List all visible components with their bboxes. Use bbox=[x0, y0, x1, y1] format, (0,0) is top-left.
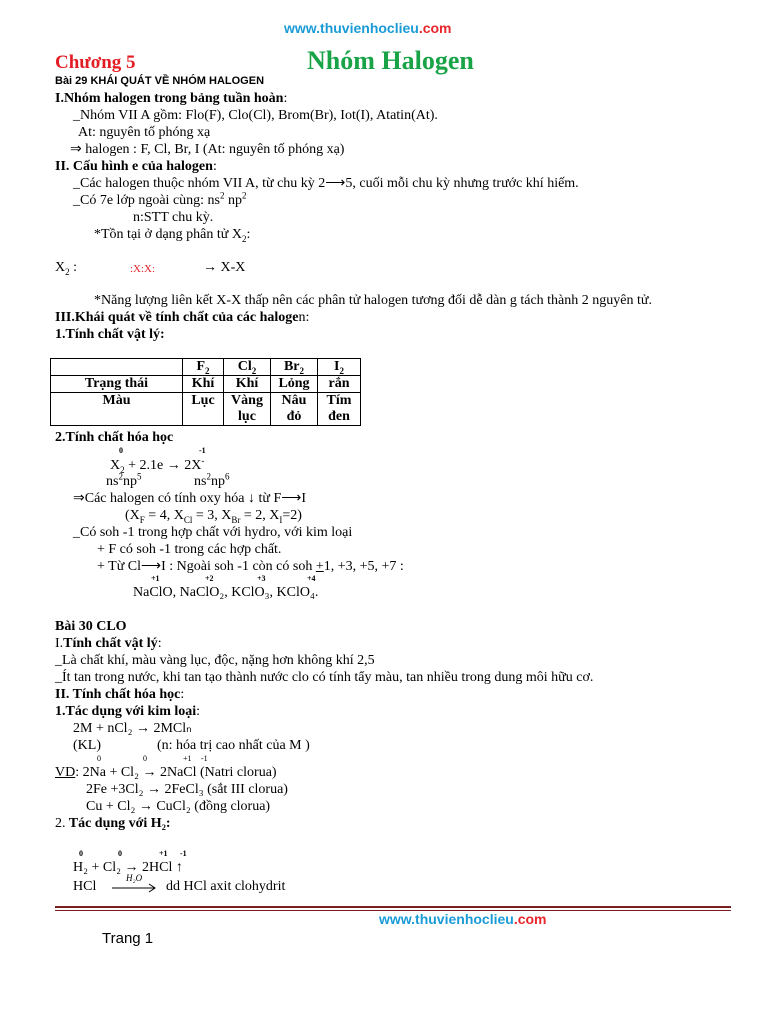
footer-website[interactable] bbox=[379, 911, 547, 927]
l30-example-2: 2Fe +3Cl₂ → 2FeCl₃ (sắt III clorua) bbox=[86, 782, 288, 797]
soh3-plusminus: + bbox=[315, 559, 324, 574]
th-i-sub: 2 bbox=[339, 365, 344, 376]
l30-m1c: : bbox=[196, 704, 201, 719]
eq1-sub: 2 bbox=[120, 464, 125, 475]
s2-line-2b: np bbox=[224, 193, 242, 208]
soh3-b: 1, +3, +5, +7 : bbox=[323, 559, 404, 574]
ox-state-0: 0 bbox=[119, 446, 123, 455]
en-e: =2) bbox=[282, 508, 302, 523]
cell-color-br2-top: Nâu bbox=[281, 393, 307, 408]
l30-p2c: : bbox=[180, 687, 185, 702]
s2-line-2a: _Có 7e lớp ngoài cùng: ns bbox=[73, 193, 220, 208]
ox-plus4: +4 bbox=[307, 574, 316, 583]
chapter-label: Chương 5 bbox=[55, 52, 136, 73]
s1-line-3: ⇒ halogen : F, Cl, Br, I (At: nguyên tố phóng xạ) bbox=[70, 142, 345, 157]
row-label-color: Màu bbox=[51, 393, 183, 426]
s2-line-1: _Các halogen thuộc nhóm VII A, từ chu kỳ 2⟶5, cuối mỗi chu kỳ nhưng trước khí hiếm. bbox=[73, 176, 579, 191]
cell-color-i2-top: Tím bbox=[326, 393, 352, 408]
ns1-sup2: 5 bbox=[136, 471, 142, 482]
physical-props-heading: 1.Tính chất vật lý: bbox=[55, 327, 165, 342]
en-cl-sub: Cl bbox=[183, 514, 193, 525]
en-br-sub: Br bbox=[231, 514, 241, 525]
l30-p2: II. Tính chất hóa học bbox=[55, 687, 181, 702]
header-url-main: www.thuvienhoclieu bbox=[284, 20, 419, 36]
eq1-b: + 2.1e → 2X bbox=[124, 458, 202, 473]
l30-m2: Tác dụng với H₂: bbox=[65, 816, 171, 831]
l30-h-ox-0a: 0 bbox=[79, 849, 83, 858]
lewis-structure: :X:X: bbox=[130, 263, 156, 275]
th-br: Br bbox=[283, 359, 300, 374]
chemical-props-heading: 2.Tính chất hóa học bbox=[55, 430, 174, 445]
oxidizing-trend: ⇒Các halogen có tính oxy hóa ↓ từ F⟶I bbox=[73, 491, 307, 506]
cell-color-f2-top: Lục bbox=[191, 393, 215, 408]
ox-plus3: +3 bbox=[257, 574, 266, 583]
cell-state-i2: rắn bbox=[318, 376, 361, 393]
table-header-f2 bbox=[183, 359, 224, 376]
header-website[interactable] bbox=[284, 20, 452, 36]
halogen-properties-table bbox=[50, 358, 361, 426]
section-1-heading bbox=[55, 90, 287, 107]
l30-vd-label: VD bbox=[55, 765, 76, 780]
section-3-heading-a: III.Khái quát về tính chất của các haloge bbox=[55, 310, 299, 325]
en-b: = 4, X bbox=[144, 508, 184, 523]
cell-color-i2 bbox=[318, 393, 361, 426]
en-d: = 2, X bbox=[240, 508, 280, 523]
l30-hcl-solution: dd HCl axit clohydrit bbox=[166, 879, 286, 894]
l30-ox-0a: 0 bbox=[97, 754, 101, 763]
ns1-a: ns bbox=[106, 474, 119, 489]
eq1-a: X bbox=[110, 458, 121, 473]
x2-label-sub: 2 bbox=[65, 266, 70, 277]
section-3-heading bbox=[55, 309, 309, 326]
th-f-sub: 2 bbox=[205, 365, 210, 376]
footer-url-main: www.thuvienhoclieu bbox=[379, 911, 514, 927]
l30-line-1: _Là chất khí, màu vàng lục, độc, nặng hơn không khí 2,5 bbox=[55, 653, 375, 668]
table-row bbox=[51, 376, 361, 393]
l30-vd1: : 2Na + Cl₂ → 2NaCl (Natri clorua) bbox=[75, 765, 277, 780]
l30-chemical-heading bbox=[55, 686, 184, 703]
section-2-heading-text: II. Cấu hình e của halogen bbox=[55, 159, 213, 174]
s2-line-2-sup2: 2 bbox=[242, 190, 247, 201]
th-f: F bbox=[196, 359, 206, 374]
section-1-heading-text: I.Nhóm halogen trong bảng tuần hoàn bbox=[55, 91, 284, 106]
l30-m1: 1.Tác dụng với kim loại bbox=[55, 704, 197, 719]
en-f-sub: F bbox=[139, 514, 145, 525]
th-br-sub: 2 bbox=[299, 365, 305, 376]
ns1-sup1: 2 bbox=[118, 471, 123, 482]
l30-physical-heading bbox=[55, 635, 162, 652]
page-number: Trang 1 bbox=[102, 930, 154, 947]
table-header-cl2 bbox=[224, 359, 271, 376]
x2-label-a: X bbox=[55, 260, 66, 275]
l30-example-3: Cu + Cl₂ → CuCl₂ (đồng clorua) bbox=[86, 799, 271, 814]
cell-color-cl2 bbox=[224, 393, 271, 426]
l30-metal-equation: 2M + nCl₂ → 2MClₙ bbox=[73, 721, 192, 736]
config-after bbox=[194, 473, 229, 490]
electronegativity-values bbox=[125, 507, 302, 524]
cell-color-f2 bbox=[183, 393, 224, 426]
s2-line-4 bbox=[94, 226, 250, 243]
x2-label bbox=[55, 259, 77, 276]
section-1-colon: : bbox=[283, 91, 288, 106]
section-3-heading-b: n: bbox=[298, 310, 310, 325]
config-before bbox=[106, 473, 141, 490]
l30-kl-label: (KL) bbox=[73, 738, 101, 753]
table-header-row bbox=[51, 359, 361, 376]
l30-hydrogen-heading bbox=[55, 815, 171, 832]
l30-p1-a: I. bbox=[55, 636, 64, 651]
cell-color-br2-bot: đỏ bbox=[286, 409, 302, 424]
l30-h-ox-p1: +1 bbox=[159, 849, 168, 858]
th-i: I bbox=[334, 359, 340, 374]
s1-line-1: _Nhóm VII A gồm: Flo(F), Clo(Cl), Brom(Br), Iot(I), Atatin(At). bbox=[73, 108, 438, 123]
ns2-sup2: 6 bbox=[224, 471, 230, 482]
cell-color-cl2-bot: lục bbox=[238, 409, 256, 424]
l30-p1-b: Tính chất vật lý bbox=[63, 636, 158, 651]
bond-arrow: → X-X bbox=[203, 260, 246, 275]
l30-hydrogen-equation: H₂ + Cl₂ → 2HCl ↑ bbox=[73, 860, 183, 875]
lesson-29-title: Bài 29 KHÁI QUÁT VỀ NHÓM HALOGEN bbox=[55, 75, 265, 87]
l30-m2-num: 2. bbox=[55, 816, 66, 831]
cell-state-br2: Lỏng bbox=[271, 376, 318, 393]
footer-divider-thick bbox=[55, 906, 731, 908]
table-row bbox=[51, 393, 361, 426]
s2-line-4-sub: 2 bbox=[241, 233, 247, 244]
ns2-a: ns bbox=[194, 474, 207, 489]
table-corner-cell bbox=[51, 359, 183, 376]
s2-line-3: n:STT chu kỳ. bbox=[133, 210, 214, 225]
equation-reduction bbox=[110, 457, 204, 474]
s2-line-4b: : bbox=[246, 227, 251, 242]
l30-line-2: _Ít tan trong nước, khi tan tạo thành nước clo có tính tẩy màu, tan nhiều trong dung môi hữu cơ. bbox=[55, 670, 594, 685]
soh-line-1: _Có soh -1 trong hợp chất với hydro, với kim loại bbox=[73, 525, 353, 540]
s2-line-2-sup1: 2 bbox=[220, 190, 225, 201]
cell-state-f2: Khí bbox=[183, 376, 224, 393]
ns1-b: np bbox=[122, 474, 137, 489]
l30-ox-m1: -1 bbox=[201, 754, 208, 763]
ns2-sup1: 2 bbox=[206, 471, 211, 482]
soh-line-2: + F có soh -1 trong các hợp chất. bbox=[97, 542, 282, 557]
ox-plus2: +2 bbox=[205, 574, 214, 583]
l30-h-ox-0b: 0 bbox=[118, 849, 122, 858]
cell-color-i2-bot: đen bbox=[328, 409, 350, 424]
soh-line-3 bbox=[97, 558, 404, 575]
eq1-sup: - bbox=[201, 455, 205, 466]
l30-h-ox-m1: -1 bbox=[180, 849, 187, 858]
l30-example-1 bbox=[55, 764, 277, 781]
cell-color-br2 bbox=[271, 393, 318, 426]
s1-line-2: At: nguyên tố phóng xạ bbox=[78, 125, 211, 140]
page-title: Nhóm Halogen bbox=[307, 46, 474, 75]
l30-h2o-label: H₂O bbox=[126, 873, 143, 883]
x2-label-b: : bbox=[69, 260, 78, 275]
oxy-salts: NaClO, NaClO₂, KClO₃, KClO₄. bbox=[133, 585, 319, 600]
section-2-heading bbox=[55, 158, 217, 175]
l30-ox-0b: 0 bbox=[143, 754, 147, 763]
l30-valence-note: (n: hóa trị cao nhất của M ) bbox=[157, 738, 310, 753]
en-a: (X bbox=[125, 508, 140, 523]
l30-metal-heading bbox=[55, 703, 200, 720]
table-header-i2 bbox=[318, 359, 361, 376]
cell-state-cl2: Khí bbox=[224, 376, 271, 393]
s2-line-2 bbox=[73, 192, 247, 209]
l30-hcl-label: HCl bbox=[73, 879, 97, 894]
s2-energy-note: *Năng lượng liên kết X-X thấp nên các phân tử halogen tương đối dễ dàn g tách thành 2 nguyên tử. bbox=[94, 293, 652, 308]
l30-ox-p1: +1 bbox=[183, 754, 192, 763]
footer-url-com: .com bbox=[513, 911, 547, 927]
row-label-state: Trạng thái bbox=[51, 376, 183, 393]
ns2-b: np bbox=[210, 474, 225, 489]
table-header-br2 bbox=[271, 359, 318, 376]
en-c: = 3, X bbox=[192, 508, 232, 523]
soh3-a: + Từ Cl⟶I : Ngoài soh -1 còn có soh bbox=[97, 559, 316, 574]
l30-p1-c: : bbox=[157, 636, 162, 651]
header-url-com: .com bbox=[418, 20, 452, 36]
ox-plus1: +1 bbox=[151, 574, 160, 583]
section-2-colon: : bbox=[212, 159, 217, 174]
ox-state-minus1: -1 bbox=[199, 446, 206, 455]
en-i-sub: I bbox=[279, 514, 283, 525]
s2-line-4a: *Tồn tại ở dạng phân tử X bbox=[94, 227, 242, 242]
lesson-30-title: Bài 30 CLO bbox=[55, 619, 127, 634]
th-cl-sub: 2 bbox=[251, 365, 257, 376]
th-cl: Cl bbox=[237, 359, 252, 374]
cell-color-cl2-top: Vàng bbox=[231, 393, 263, 408]
